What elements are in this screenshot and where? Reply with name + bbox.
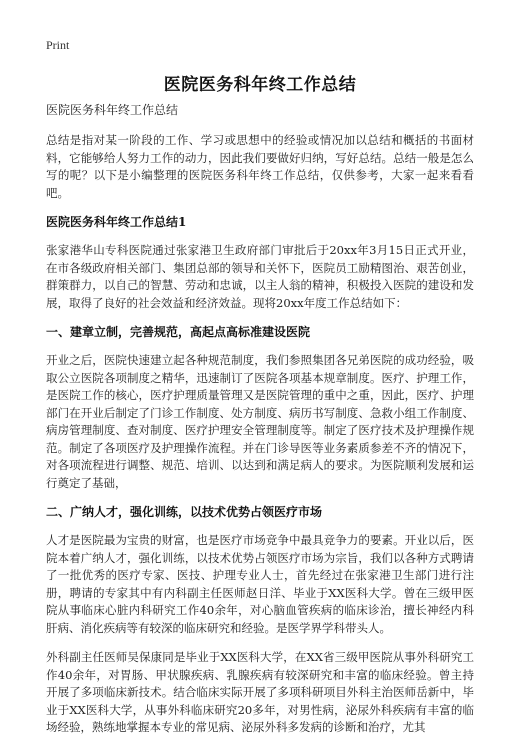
section-heading-1: 一、建章立制，完善规范，高起点高标准建设医院 [46, 325, 311, 339]
paragraph-regulations: 开业之后，医院快速建立起各种规范制度，我们参照集团各兄弟医院的成功经验，吸取公立医院各项制度之精华，迅速制订了医院各项基本规章制度。医疗、护理工作，是医院工作的核心，医疗护理质量管理又是医院管理的重中之重，因此，医疗、护理部门在开业后制定了门诊工作制度、处方制度、病历书写制度、急救小组工作制度、病房管理制度、查对制度、医疗护理安全管理制度等。制定了医疗技术及护理操作规范。制定了各项医疗及护理操作流程。并在门诊导医等业务素质参差不齐的情况下，对各项流程进行调整、规范、培训、以达到和满足病人的要求。为医院顺利发展和运行奠定了基础， [46, 353, 474, 490]
paragraph-talent: 人才是医院最为宝贵的财富，也是医疗市场竞争中最具竞争力的要素。开业以后，医院本着广纳人才，强化训练，以技术优势占领医疗市场为宗旨，我们以各种方式聘请了一批优秀的医疗专家、医技、护理专业人士，首先经过在张家港卫生部门进行注册，聘请的专家其中有内科副主任医师赵日洋、毕业于XX医科大学。曾在三级甲医院从事临床心脏内科研究工作40余年，对心脑血管疾病的临床诊治，擅长神经内科肝病、消化疾病等有较深的临床研究和经验。是医学界学科带头人。 [46, 533, 474, 635]
paragraph-surgeons: 外科副主任医师吴保康同是毕业于XX医科大学，在XX省三级甲医院从事外科研究工作40余年，对胃肠、甲状腺疾病、乳腺疾病有较深研究和丰富的临床经验。曾主持开展了多项临床新技术。结合临床实际开展了多项科研项目外科主治医师岳新中，毕业于XX医科大学，从事外科临床研究20多年，对男性病，泌尿外科疾病有丰富的临场经验，熟练地掌握本专业的常见病、泌尿外科多发病的诊断和治疗，尤其 [46, 650, 474, 734]
section-heading-2: 二、广纳人才，强化训练，以技术优势占领医疗市场 [46, 505, 323, 519]
part-title: 医院医务科年终工作总结1 [46, 215, 187, 229]
paragraph-overview: 张家港华山专科医院通过张家港卫生政府部门审批后于20xx年3月15日正式开业，在市各级政府相关部门、集团总部的领导和关怀下，医院员工励精图治、艰苦创业，群策群力，以自己的智慧、劳动和忠诚，以主人翁的精神，积极投入医院的建设和发展，取得了良好的社会效益和经济效益。现将20xx年度工作总结如下： [46, 243, 474, 310]
page-title: 医院医务科年终工作总结 [163, 75, 357, 95]
intro-paragraph: 总结是指对某一阶段的工作、学习或思想中的经验或情况加以总结和概括的书面材料，它能够给人努力工作的动力，因此我们要做好归纳，写好总结。总结一般是怎么写的呢？以下是小编整理的医院医务科年终工作总结，仅供参考，大家一起来看看吧。 [46, 133, 474, 200]
document-subtitle: 医院医务科年终工作总结 [46, 103, 179, 117]
print-link[interactable]: Print [46, 38, 70, 52]
document-content [46, 102, 474, 749]
